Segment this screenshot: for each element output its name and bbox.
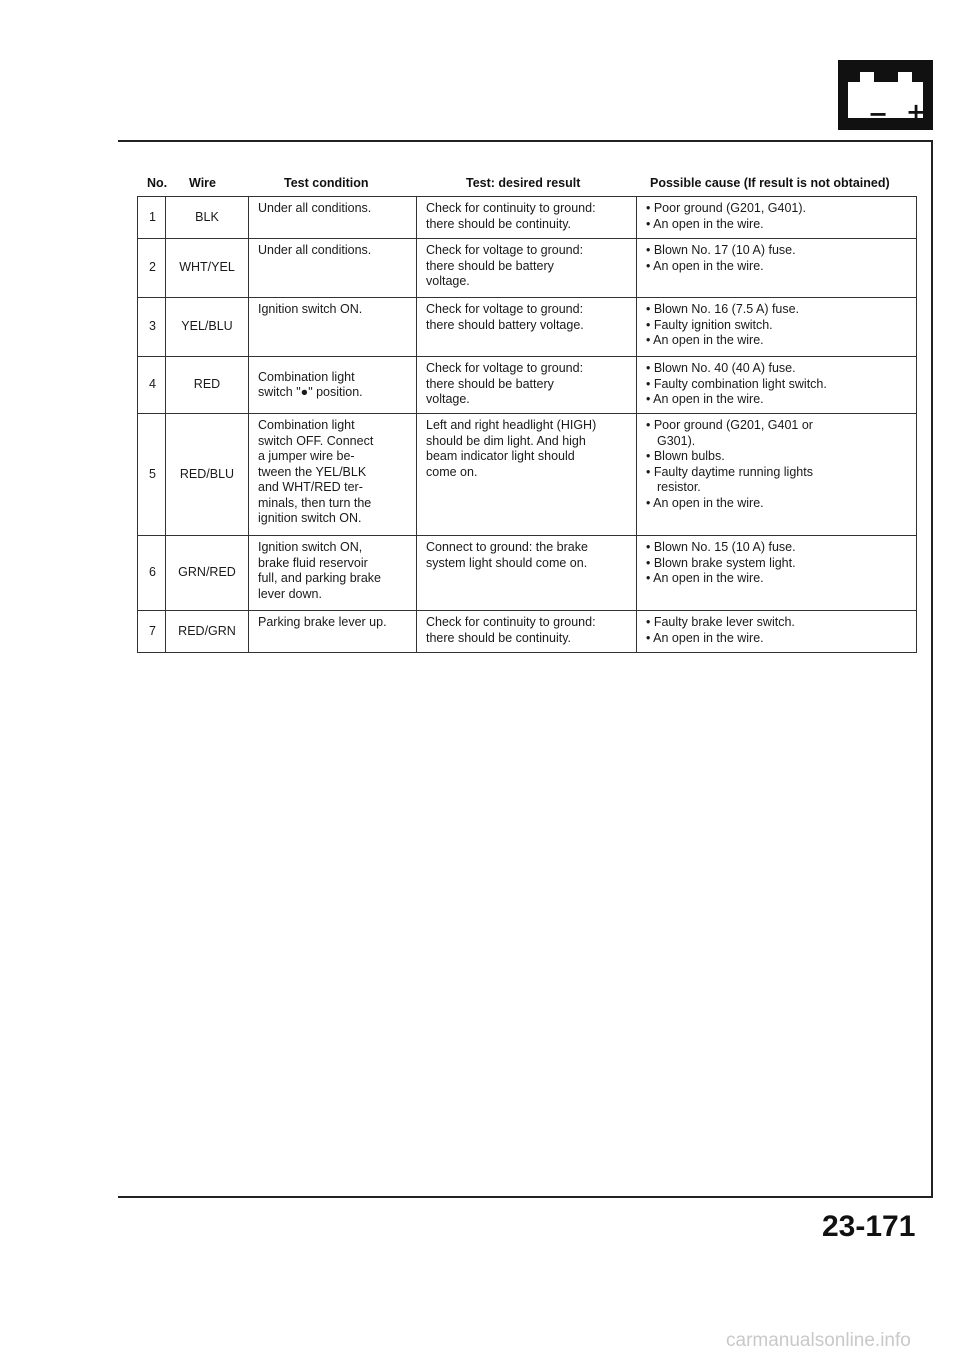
cause-item: • Blown No. 17 (10 A) fuse. xyxy=(646,243,796,257)
battery-terminal-negative xyxy=(860,72,874,82)
cause-item: • Faulty daytime running lights xyxy=(646,464,813,479)
row-number: 7 xyxy=(138,611,166,653)
wire-color: RED/GRN xyxy=(166,611,249,653)
desired-result: Left and right headlight (HIGH) should be dim light. And high beam indicator light should come on. xyxy=(426,418,597,479)
cause-item: • Faulty brake lever switch. xyxy=(646,615,795,629)
desired-result: Connect to ground: the brake system light should come on. xyxy=(426,540,588,570)
test-condition: Under all conditions. xyxy=(258,243,372,257)
desired-result: Check for continuity to ground: there should be continuity. xyxy=(426,615,596,645)
possible-cause-cell xyxy=(637,357,917,414)
desired-result-cell xyxy=(417,536,637,611)
table-row xyxy=(138,197,917,239)
possible-cause-cell xyxy=(637,197,917,239)
wire-color: BLK xyxy=(166,197,249,239)
frame-bottom-rule xyxy=(118,1196,933,1198)
cause-item: • Blown bulbs. xyxy=(646,449,725,463)
header-no: No. xyxy=(147,176,168,190)
cause-item: • An open in the wire. xyxy=(646,495,764,510)
test-condition: Combination light switch OFF. Connect a jumper wire be- tween the YEL/BLK and WHT/RED ter- minals, then turn the ignition switch ON. xyxy=(258,418,374,525)
cause-item: • Faulty combination light switch. xyxy=(646,376,827,391)
test-condition-cell xyxy=(249,611,417,653)
header-possible-cause: Possible cause (If result is not obtained) xyxy=(650,176,890,190)
row-number: 6 xyxy=(138,536,166,611)
row-number: 4 xyxy=(138,357,166,414)
cause-item: • Blown brake system light. xyxy=(646,555,796,570)
cause-item: • Poor ground (G201, G401 or xyxy=(646,418,813,432)
desired-result: Check for voltage to ground: there should battery voltage. xyxy=(426,302,584,332)
possible-cause-cell xyxy=(637,298,917,357)
desired-result-cell xyxy=(417,611,637,653)
header-test-condition: Test condition xyxy=(284,176,369,190)
row-number: 2 xyxy=(138,239,166,298)
battery-body xyxy=(848,82,927,128)
cause-item: • An open in the wire. xyxy=(646,216,764,231)
cause-item: • An open in the wire. xyxy=(646,333,764,347)
desired-result: Check for voltage to ground: there should be battery voltage. xyxy=(426,361,584,406)
table-row xyxy=(138,357,917,414)
cause-item: • Poor ground (G201, G401). xyxy=(646,201,807,215)
cause-item: • An open in the wire. xyxy=(646,571,764,585)
cause-item: • Blown No. 15 (10 A) fuse. xyxy=(646,540,796,554)
test-condition: Parking brake lever up. xyxy=(258,615,387,629)
table-row xyxy=(138,298,917,357)
table-row xyxy=(138,536,917,611)
wire-color: YEL/BLU xyxy=(166,298,249,357)
desired-result-cell xyxy=(417,298,637,357)
row-number: 3 xyxy=(138,298,166,357)
cause-item: • Blown No. 16 (7.5 A) fuse. xyxy=(646,302,800,316)
row-number: 5 xyxy=(138,414,166,536)
desired-result-cell xyxy=(417,414,637,536)
wire-color: WHT/YEL xyxy=(166,239,249,298)
frame-right-rule xyxy=(931,140,933,1196)
possible-cause-cell xyxy=(637,239,917,298)
test-condition: Under all conditions. xyxy=(258,201,372,215)
wire-color: RED xyxy=(166,357,249,414)
test-condition-cell xyxy=(249,197,417,239)
cause-item: • Blown No. 40 (40 A) fuse. xyxy=(646,361,796,375)
desired-result-cell xyxy=(417,357,637,414)
table-row xyxy=(138,611,917,653)
battery-plus-symbol: + xyxy=(906,98,927,126)
battery-icon xyxy=(838,60,933,130)
wire-color: GRN/RED xyxy=(166,536,249,611)
test-condition: Ignition switch ON. xyxy=(258,302,363,316)
battery-terminal-positive xyxy=(898,72,912,82)
table-row xyxy=(138,414,917,536)
wire-color: RED/BLU xyxy=(166,414,249,536)
battery-minus-symbol: − xyxy=(868,100,889,128)
cause-item-continued: G301). xyxy=(657,433,696,448)
desired-result: Check for voltage to ground: there should be battery voltage. xyxy=(426,243,584,288)
test-condition-cell xyxy=(249,414,417,536)
cause-item: • An open in the wire. xyxy=(646,392,764,406)
page-number: 23-171 xyxy=(822,1210,916,1243)
watermark: carmanualsonline.info xyxy=(726,1330,911,1351)
frame-top-rule xyxy=(118,140,933,142)
cause-item: • An open in the wire. xyxy=(646,630,764,645)
header-desired-result: Test: desired result xyxy=(466,176,581,190)
test-condition-cell xyxy=(249,239,417,298)
table-row xyxy=(138,239,917,298)
cause-item: • Faulty ignition switch. xyxy=(646,317,773,332)
test-condition: Ignition switch ON, brake fluid reservoir full, and parking brake lever down. xyxy=(258,540,381,601)
header-wire: Wire xyxy=(189,176,216,190)
test-condition-cell xyxy=(249,536,417,611)
possible-cause-cell xyxy=(637,536,917,611)
test-condition-cell xyxy=(249,357,417,414)
troubleshooting-table xyxy=(137,196,917,653)
row-number: 1 xyxy=(138,197,166,239)
desired-result-cell xyxy=(417,239,637,298)
possible-cause-cell xyxy=(637,611,917,653)
test-condition-cell xyxy=(249,298,417,357)
cause-item-continued: resistor. xyxy=(657,480,701,494)
test-condition: Combination light switch "●" position. xyxy=(258,369,363,399)
desired-result-cell xyxy=(417,197,637,239)
desired-result: Check for continuity to ground: there should be continuity. xyxy=(426,201,596,231)
cause-item: • An open in the wire. xyxy=(646,258,764,273)
possible-cause-cell xyxy=(637,414,917,536)
